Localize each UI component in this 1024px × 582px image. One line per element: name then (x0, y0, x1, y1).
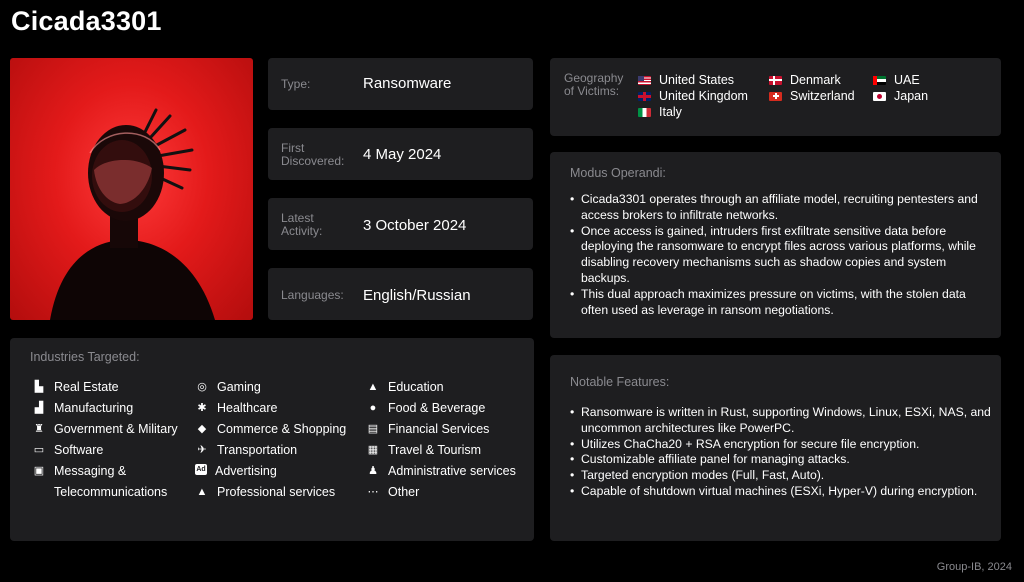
masked-figure-illustration (10, 58, 253, 320)
industry-transportation: ✈ Transportation (195, 440, 297, 461)
ellipsis-icon: ⋯ (367, 485, 379, 498)
monitor-icon: ▭ (33, 443, 45, 456)
country-uae: UAE (873, 73, 920, 87)
asterisk-icon: ✱ (197, 401, 207, 414)
calendar-icon: ▣ (33, 464, 45, 477)
food-bowl-icon: ● (369, 401, 377, 414)
type-value: Ransomware (363, 75, 452, 92)
footer-credit: Group-IB, 2024 (936, 561, 1012, 573)
switzerland-flag-icon (769, 92, 782, 101)
gaming-icon: ◎ (197, 380, 207, 393)
uae-flag-icon (873, 76, 886, 85)
geography-label-line1: Geography (564, 71, 624, 85)
industry-real-estate: ▙ Real Estate (32, 377, 119, 398)
hero-image (10, 58, 253, 320)
geography-card (550, 58, 1001, 136)
industry-other: ⋯ Other (367, 485, 420, 499)
first-discovered-label-line2: Discovered: (281, 154, 345, 168)
languages-card (268, 268, 533, 320)
geography-label-line2: of Victims: (564, 84, 620, 98)
industry-travel: ▦ Travel & Tourism (367, 443, 482, 457)
factory-icon: ▟ (34, 401, 44, 414)
financial-icon: ▤ (367, 422, 379, 435)
notable-features-heading: Notable Features: (570, 375, 670, 389)
list-item: • Capable of shutdown virtual machines (ESXi, Hyper-V) during encryption. (581, 484, 991, 500)
latest-activity-value: 3 October 2024 (363, 217, 467, 234)
first-discovered-label-line1: First (281, 141, 305, 155)
languages-label: Languages: (281, 288, 344, 302)
type-label: Type: (281, 77, 311, 91)
suitcase-icon: ▦ (367, 443, 379, 456)
list-item: • This dual approach maximizes pressure on victims, with the stolen data often used as leverage in ransom negotiations. (581, 287, 991, 319)
country-us: United States (638, 73, 734, 87)
education-icon: ▲ (367, 380, 379, 393)
graduation-cap-icon: ▲ (196, 485, 208, 498)
latest-activity-card (268, 198, 533, 250)
country-denmark: Denmark (769, 73, 841, 87)
latest-activity-label-line1: Latest (281, 211, 314, 225)
ad-icon: Ad (196, 466, 206, 473)
list-item: • Once access is gained, intruders first exfiltrate sensitive data before deploying the ransomware to encrypt files across various platforms, while disabling recovery mechanisms such as shadow copies and system backups. (581, 224, 991, 287)
languages-value: English/Russian (363, 287, 471, 304)
notable-features-card (550, 355, 1001, 541)
country-japan: Japan (873, 89, 928, 103)
industry-food: ● Food & Beverage (366, 398, 485, 419)
industry-messaging: ▣ Messaging & (33, 464, 127, 478)
industry-healthcare: ✱ Healthcare (195, 398, 277, 419)
modus-operandi-list (581, 192, 991, 318)
industry-software: ▭ Software (33, 443, 104, 457)
uk-flag-icon (638, 92, 651, 101)
notable-features-list (581, 405, 991, 500)
japan-flag-icon (873, 92, 886, 101)
modus-operandi-card (550, 152, 1001, 338)
first-discovered-card (268, 128, 533, 180)
type-card (268, 58, 533, 110)
industry-professional: ▲ Professional services (196, 485, 336, 499)
list-item: • Ransomware is written in Rust, supporting Windows, Linux, ESXi, NAS, and uncommon architectures like PowerPC. (581, 405, 991, 437)
list-item: • Utilizes ChaCha20 + RSA encryption for secure file encryption. (581, 437, 991, 453)
building-icon: ▙ (34, 380, 44, 393)
government-icon: ♜ (34, 422, 44, 435)
industry-manufacturing: ▟ Manufacturing (32, 398, 133, 419)
person-icon: ♟ (368, 464, 378, 477)
industry-administrative: ♟ Administrative services (366, 461, 516, 482)
latest-activity-label-line2: Activity: (281, 224, 323, 238)
industry-education: ▲ Education (367, 380, 444, 394)
list-item: • Targeted encryption modes (Full, Fast, Auto). (581, 468, 991, 484)
modus-operandi-heading: Modus Operandi: (570, 166, 666, 180)
industry-government: ♜ Government & Military (32, 419, 178, 440)
denmark-flag-icon (769, 76, 782, 85)
airplane-icon: ✈ (197, 443, 207, 456)
industries-card (10, 338, 534, 541)
country-switzerland: Switzerland (769, 89, 855, 103)
industry-commerce: ◆ Commerce & Shopping (195, 419, 346, 440)
industries-heading: Industries Targeted: (30, 350, 140, 364)
industry-gaming: ◎ Gaming (195, 377, 261, 398)
country-italy: Italy (638, 105, 682, 119)
italy-flag-icon (638, 108, 651, 117)
page-title: Cicada3301 (11, 6, 162, 36)
first-discovered-value: 4 May 2024 (363, 146, 442, 163)
list-item: • Cicada3301 operates through an affiliate model, recruiting pentesters and access brokers to infiltrate networks. (581, 192, 991, 224)
industry-telecommunications: Telecommunications (54, 485, 168, 499)
industry-financial: ▤ Financial Services (367, 422, 490, 436)
country-uk: United Kingdom (638, 89, 748, 103)
us-flag-icon (638, 76, 651, 85)
list-item: • Customizable affiliate panel for managing attacks. (581, 452, 991, 468)
industry-advertising: Ad Advertising (196, 464, 277, 478)
tag-icon: ◆ (197, 422, 207, 435)
